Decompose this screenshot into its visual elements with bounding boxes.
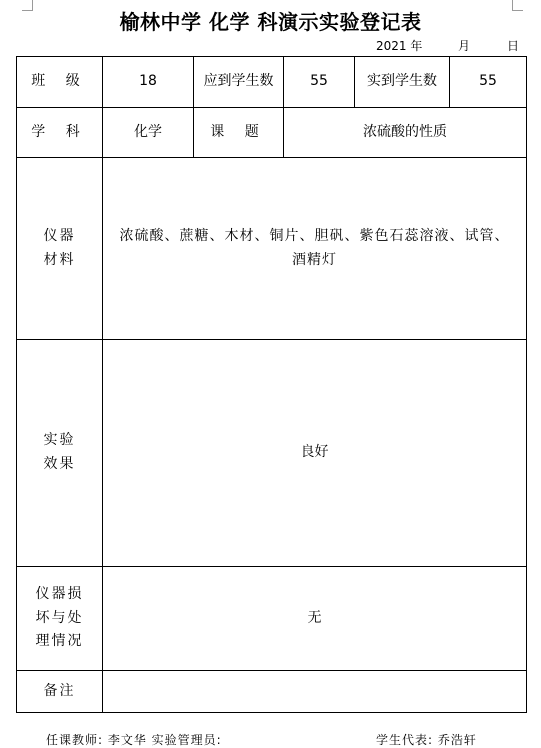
damage-label — [17, 567, 103, 671]
materials-label — [17, 158, 103, 340]
damage-label-line1: 仪器损 — [35, 585, 84, 602]
effect-label-line2: 效果 — [43, 456, 76, 472]
page-title: 榆林中学 化学 科演示实验登记表 — [119, 10, 422, 34]
registration-table — [16, 56, 527, 713]
topic-label: 课 题 — [194, 108, 284, 158]
effect-label-line1: 实验 — [43, 432, 76, 449]
table-row-remarks — [17, 671, 527, 713]
remarks-label: 备注 — [17, 671, 103, 713]
remarks-value[interactable] — [103, 671, 527, 713]
materials-label-line1: 仪器 — [43, 227, 76, 244]
date-day: 日 — [507, 39, 520, 53]
damage-label-line3: 理情况 — [35, 633, 84, 650]
expected-students-label: 应到学生数 — [194, 57, 284, 108]
table-row-effect — [17, 340, 527, 567]
materials-label-line2: 材料 — [43, 251, 76, 268]
expected-students-value[interactable]: 55 — [284, 57, 355, 108]
table-row-subject — [17, 108, 527, 158]
damage-value[interactable]: 无 — [103, 567, 527, 671]
effect-label — [17, 340, 103, 567]
class-label: 班 级 — [17, 57, 103, 108]
effect-value[interactable]: 良好 — [103, 340, 527, 567]
date-month: 月 — [458, 39, 471, 53]
table-row-materials — [17, 158, 527, 340]
subject-value[interactable]: 化学 — [103, 108, 194, 158]
table-row-damage — [17, 567, 527, 671]
date-year: 2021 年 — [376, 39, 423, 53]
actual-students-label: 实到学生数 — [355, 57, 450, 108]
footer-student-rep: 学生代表: 乔浩轩 — [376, 733, 477, 747]
damage-label-line2: 坏与处 — [35, 609, 84, 626]
topic-value[interactable]: 浓硫酸的性质 — [284, 108, 527, 158]
materials-value[interactable]: 浓硫酸、蔗糖、木材、铜片、胆矾、紫色石蕊溶液、试管、 酒精灯 — [103, 158, 527, 340]
actual-students-value[interactable]: 55 — [450, 57, 527, 108]
subject-label: 学 科 — [17, 108, 103, 158]
class-value[interactable]: 18 — [103, 57, 194, 108]
footer-teacher-admin: 任课教师: 李文华 实验管理员: — [46, 733, 222, 747]
table-row-class — [17, 57, 527, 108]
